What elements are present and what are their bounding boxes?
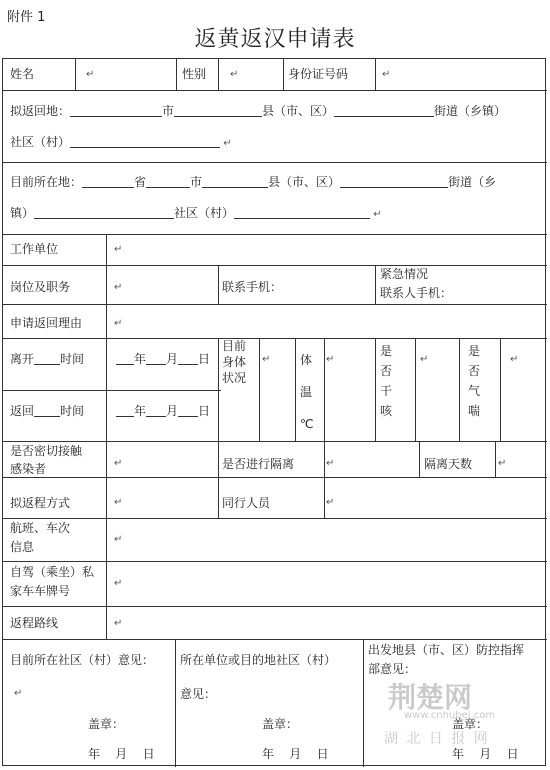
current-street-blank[interactable] <box>340 175 448 188</box>
reason-label: 申请返回理由 <box>10 316 83 330</box>
emergency-label-2: 联系人手机： <box>380 286 453 300</box>
year-label-2: 年 <box>134 404 147 418</box>
current-town-blank[interactable] <box>34 206 174 219</box>
return-time-blank[interactable] <box>34 404 60 417</box>
community-opinion-field[interactable]: ↵ <box>14 688 23 699</box>
position-label: 岗位及职务 <box>10 280 71 294</box>
hq-opinion-label-1: 出发地县（市、区）防控指挥 <box>368 643 525 657</box>
isolated-field[interactable]: ↵ <box>326 458 335 469</box>
month-label: 月 <box>166 352 179 366</box>
emergency-label-1: 紧急情况 <box>380 267 429 281</box>
flight-label-2: 信息 <box>10 540 35 554</box>
leave-year-blank[interactable] <box>116 352 134 365</box>
name-label: 姓名 <box>10 67 35 81</box>
contact-field[interactable]: ↵ <box>114 458 123 469</box>
cough-label-1: 是 <box>380 344 393 358</box>
travel-method-field[interactable]: ↵ <box>114 497 123 508</box>
flight-field[interactable]: ↵ <box>114 534 123 545</box>
county-label: 县（市、区） <box>262 104 335 118</box>
leave-label: 离开 <box>10 352 35 366</box>
seal-label-2: 盖章： <box>262 717 299 731</box>
position-field[interactable]: ↵ <box>114 282 123 293</box>
unit-opinion-label-1: 所在单位或目的地社区（村） <box>180 653 337 667</box>
contact-label-2: 感染者 <box>10 462 47 476</box>
current-community-blank[interactable] <box>234 206 370 219</box>
breath-label-4: 喘 <box>468 404 481 418</box>
car-label-2: 家车车牌号 <box>10 584 71 598</box>
current-community-label: 社区（村） <box>174 206 235 220</box>
id-number-field[interactable]: ↵ <box>382 69 391 80</box>
cough-label-4: 咳 <box>380 404 393 418</box>
mobile-label: 联系手机： <box>222 280 283 294</box>
watermark-logo: 荆楚网 <box>388 681 473 714</box>
name-field[interactable]: ↵ <box>86 69 95 80</box>
seal-label-3: 盖章： <box>452 717 489 731</box>
leave-time-blank[interactable] <box>34 352 60 365</box>
flight-label-1: 航班、车次 <box>10 521 71 535</box>
breath-label-3: 气 <box>468 384 481 398</box>
cough-field[interactable]: ↵ <box>420 354 429 365</box>
return-day-blank[interactable] <box>178 404 198 417</box>
form-title: 返黄返汉申请表 <box>194 27 356 52</box>
return-year-blank[interactable] <box>116 404 134 417</box>
health-label-1: 目前 <box>222 339 247 353</box>
town-label: 镇） <box>10 206 35 220</box>
street-label: 街道（乡镇） <box>434 104 507 118</box>
return-county-blank[interactable] <box>174 104 262 117</box>
time-label-2: 时间 <box>60 404 85 418</box>
watermark-url: www.cnhubei.com <box>404 710 496 721</box>
current-county-blank[interactable] <box>202 175 268 188</box>
attachment-label: 附件 1 <box>7 10 46 25</box>
leave-month-blank[interactable] <box>146 352 166 365</box>
gender-label: 性别 <box>182 67 207 81</box>
return-address-row <box>10 103 506 119</box>
month-label-2: 月 <box>166 404 179 418</box>
street-label-2: 街道（乡 <box>448 175 497 189</box>
car-label-1: 自驾（乘坐）私 <box>10 565 95 579</box>
date-2: 年 月 日 <box>262 747 329 761</box>
breath-label-1: 是 <box>468 344 481 358</box>
id-number-label: 身份证号码 <box>288 67 349 81</box>
date-1: 年 月 日 <box>88 747 155 761</box>
travel-method-label: 拟返程方式 <box>10 496 71 510</box>
companions-field[interactable]: ↵ <box>326 497 335 508</box>
current-province-blank[interactable] <box>82 175 134 188</box>
year-label: 年 <box>134 352 147 366</box>
return-month-blank[interactable] <box>146 404 166 417</box>
companions-label: 同行人员 <box>222 496 271 510</box>
return-street-blank[interactable] <box>334 104 434 117</box>
seal-label-1: 盖章： <box>88 717 125 731</box>
day-label: 日 <box>198 352 211 366</box>
return-label: 返回 <box>10 404 35 418</box>
leave-day-blank[interactable] <box>178 352 198 365</box>
return-city-blank[interactable] <box>70 104 162 117</box>
health-label-3: 状况 <box>222 371 247 385</box>
return-community-blank[interactable] <box>70 135 220 148</box>
health-field[interactable]: ↵ <box>262 354 271 365</box>
gender-field[interactable]: ↵ <box>230 69 239 80</box>
breath-field[interactable]: ↵ <box>510 354 519 365</box>
car-field[interactable]: ↵ <box>114 578 123 589</box>
workplace-field[interactable]: ↵ <box>114 244 123 255</box>
iso-days-label: 隔离天数 <box>424 457 473 471</box>
return-address-label: 拟返回地： <box>10 104 71 118</box>
day-label-2: 日 <box>198 404 211 418</box>
contact-label-1: 是否密切接触 <box>10 444 83 458</box>
time-label: 时间 <box>60 352 85 366</box>
date-3: 年 月 日 <box>452 747 519 761</box>
iso-days-field[interactable]: ↵ <box>498 458 507 469</box>
hq-opinion-label-2: 部意见： <box>368 662 417 676</box>
current-address-label: 目前所在地： <box>10 175 83 189</box>
unit-opinion-label-2: 意见： <box>180 687 217 701</box>
county-label-2: 县（市、区） <box>268 175 341 189</box>
breath-label-2: 否 <box>468 364 481 378</box>
workplace-label: 工作单位 <box>10 242 59 256</box>
cough-label-3: 干 <box>380 384 393 398</box>
province-label: 省 <box>134 175 147 189</box>
route-field[interactable]: ↵ <box>114 618 123 629</box>
temp-label-2: 温 <box>300 385 313 399</box>
city-label-2: 市 <box>190 175 203 189</box>
isolated-label: 是否进行隔离 <box>222 457 295 471</box>
community-opinion-label: 目前所在社区（村）意见： <box>10 653 155 667</box>
city-label: 市 <box>162 104 175 118</box>
reason-field[interactable]: ↵ <box>114 318 123 329</box>
cough-label-2: 否 <box>380 364 393 378</box>
temp-label-1: 体 <box>300 353 313 367</box>
temp-unit: ℃ <box>300 417 314 431</box>
return-community-label: 社区（村） <box>10 135 71 149</box>
current-city-blank[interactable] <box>146 175 190 188</box>
temp-field[interactable]: ↵ <box>326 354 335 365</box>
health-label-2: 身体 <box>222 355 247 369</box>
route-label: 返程路线 <box>10 616 59 630</box>
watermark-name: 湖 北 日 报 网 <box>384 731 490 747</box>
